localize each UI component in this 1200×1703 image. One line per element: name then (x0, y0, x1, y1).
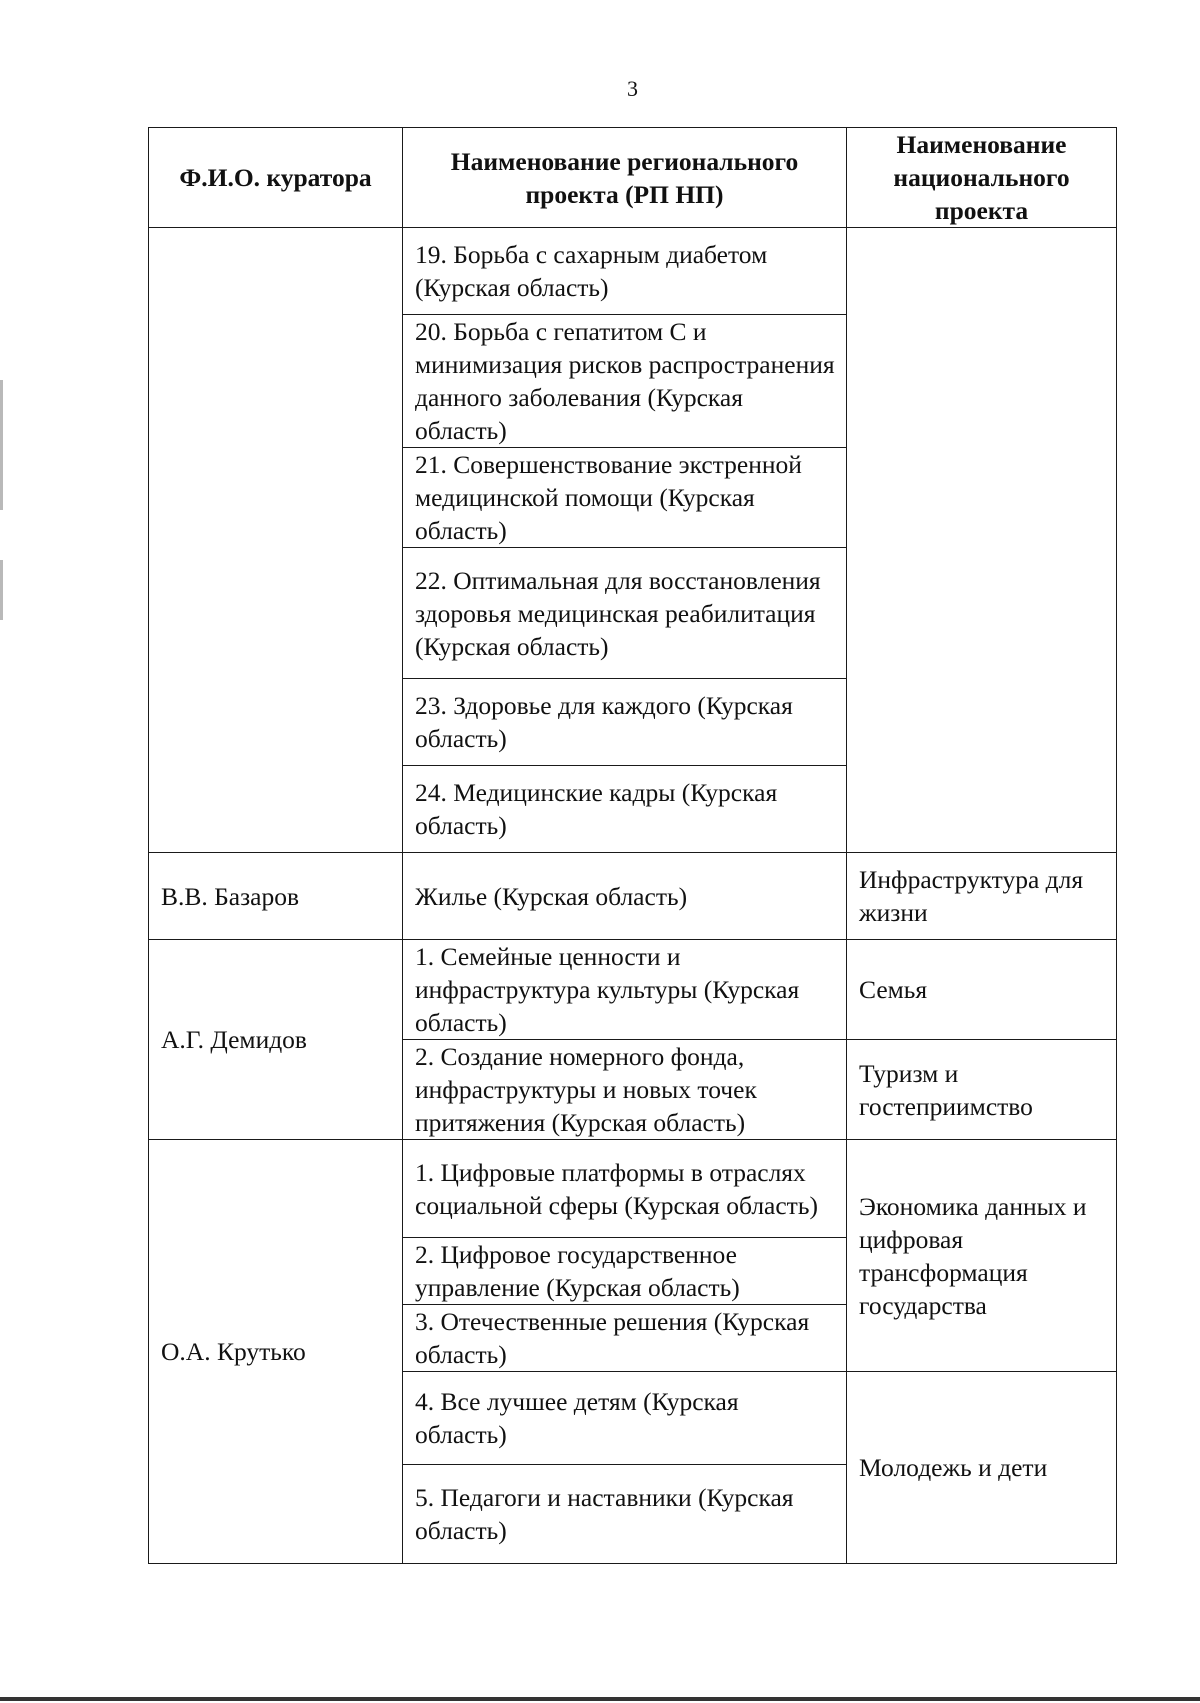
regional-project-cell: 2. Цифровое государственное управление (Курская область) (403, 1238, 847, 1305)
curator-cell-empty (149, 228, 403, 853)
regional-project-cell: 4. Все лучшее детям (Курская область) (403, 1372, 847, 1465)
table-header-row (149, 128, 1117, 228)
header-national-project: Наименование национального проекта (847, 128, 1117, 228)
header-regional-project: Наименование регионального проекта (РП НП) (403, 128, 847, 228)
national-project-cell: Инфраструктура для жизни (847, 853, 1117, 940)
national-project-cell: Экономика данных и цифровая трансформация государства (847, 1140, 1117, 1372)
table-row (149, 1140, 1117, 1238)
page-number: 3 (627, 76, 638, 101)
national-project-cell: Молодежь и дети (847, 1372, 1117, 1564)
scan-edge-mark (0, 380, 3, 510)
curators-table (148, 127, 1117, 1564)
regional-project-cell: 3. Отечественные решения (Курская область) (403, 1305, 847, 1372)
national-project-cell: Семья (847, 940, 1117, 1040)
table-row (149, 940, 1117, 1040)
scan-edge-mark (0, 560, 3, 620)
scan-bottom-edge (0, 1697, 1200, 1701)
regional-project-cell: 23. Здоровье для каждого (Курская область) (403, 679, 847, 766)
table-row (149, 228, 1117, 315)
regional-project-cell: 5. Педагоги и наставники (Курская область) (403, 1465, 847, 1564)
regional-project-cell: 21. Совершенствование экстренной медицинской помощи (Курская область) (403, 448, 847, 548)
regional-project-cell: 20. Борьба с гепатитом С и минимизация рисков распространения данного заболевания (Курская область) (403, 315, 847, 448)
regional-project-cell: 22. Оптимальная для восстановления здоровья медицинская реабилитация (Курская область) (403, 548, 847, 679)
regional-project-cell: 2. Создание номерного фонда, инфраструктуры и новых точек притяжения (Курская область) (403, 1040, 847, 1140)
curator-cell: А.Г. Демидов (149, 940, 403, 1140)
regional-project-cell: 19. Борьба с сахарным диабетом (Курская область) (403, 228, 847, 315)
curator-cell: О.А. Крутько (149, 1140, 403, 1564)
national-project-cell-empty (847, 228, 1117, 853)
national-project-cell: Туризм и гостеприимство (847, 1040, 1117, 1140)
regional-project-cell: Жилье (Курская область) (403, 853, 847, 940)
regional-project-cell: 1. Семейные ценности и инфраструктура культуры (Курская область) (403, 940, 847, 1040)
table-row (149, 853, 1117, 940)
curator-cell: В.В. Базаров (149, 853, 403, 940)
regional-project-cell: 1. Цифровые платформы в отраслях социальной сферы (Курская область) (403, 1140, 847, 1238)
regional-project-cell: 24. Медицинские кадры (Курская область) (403, 766, 847, 853)
header-curator: Ф.И.О. куратора (149, 128, 403, 228)
